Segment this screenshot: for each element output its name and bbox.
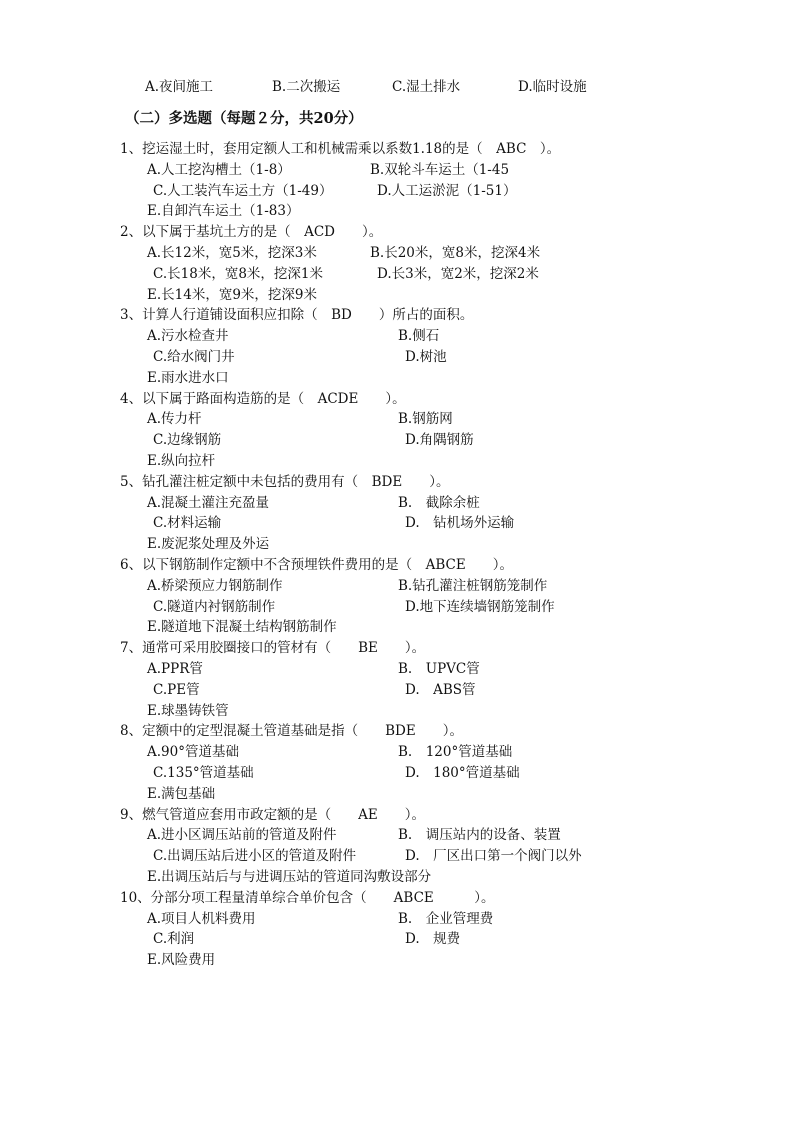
question-2-option-e: E.长14米，宽9米，挖深9米 xyxy=(147,286,318,303)
question-4-option-b: B.钢筋网 xyxy=(398,411,453,428)
question-6-option-d: D.地下连续墙钢筋笼制作 xyxy=(405,598,555,615)
top-option-c: C.湿土排水 xyxy=(392,79,461,95)
question-5-option-c: C.材料运输 xyxy=(153,515,222,532)
question-2-option-d: D.长3米，宽2米，挖深2米 xyxy=(377,265,539,282)
question-5-option-e: E.废泥浆处理及外运 xyxy=(147,536,270,553)
question-7-option-e: E.球墨铸铁管 xyxy=(147,702,229,719)
question-1-option-c: C.人工装汽车运土方（1-49） xyxy=(153,182,333,199)
question-3-option-b: B.侧石 xyxy=(398,328,440,345)
question-10-option-d: D. 规费 xyxy=(405,931,461,948)
question-2-option-b: B.长20米，宽8米，挖深4米 xyxy=(370,245,541,261)
question-10-option-b: B. 企业管理费 xyxy=(398,910,494,927)
question-7-option-a: A.PPR管 xyxy=(147,661,203,677)
question-6-option-a: A.桥梁预应力钢筋制作 xyxy=(147,577,283,594)
top-option-b: B.二次搬运 xyxy=(272,79,341,95)
question-1-option-d: D.人工运淤泥（1-51） xyxy=(377,182,517,199)
question-3-option-e: E.雨水进水口 xyxy=(147,369,229,386)
question-6-stem: 6、以下钢筋制作定额中不含预埋铁件费用的是（ ABCE ）。 xyxy=(120,557,513,573)
question-1-stem: 1、挖运湿土时，套用定额人工和机械需乘以系数1.18的是（ ABC ）。 xyxy=(120,141,561,157)
question-8-option-e: E.满包基础 xyxy=(147,785,216,802)
question-4-option-d: D.角隅钢筋 xyxy=(405,432,474,449)
section-title: （二）多选题（每题２分，共20分） xyxy=(125,110,363,127)
question-8-option-a: A.90°管道基础 xyxy=(147,744,239,761)
question-8-option-d: D. 180°管道基础 xyxy=(405,765,520,781)
question-6-option-b: B.钻孔灌注桩钢筋笼制作 xyxy=(398,577,548,594)
question-9-option-b: B. 调压站内的设备、装置 xyxy=(398,827,561,844)
question-2-option-c: C.长18米，宽8米，挖深1米 xyxy=(153,265,323,282)
question-4-option-e: E.纵向拉杆 xyxy=(147,453,216,469)
question-6-option-e: E.隧道地下混凝土结构钢筋制作 xyxy=(147,619,337,636)
question-10-option-c: C.利润 xyxy=(153,931,195,948)
question-4-option-a: A.传力杆 xyxy=(147,411,202,428)
question-7-option-b: B. UPVC管 xyxy=(398,661,480,677)
question-8-option-c: C.135°管道基础 xyxy=(153,765,254,781)
question-1-option-b: B.双轮斗车运土（1-45 xyxy=(370,161,510,178)
question-1-option-a: A.人工挖沟槽土（1-8） xyxy=(147,161,291,178)
question-9-stem: 9、燃气管道应套用市政定额的是（ AE ）。 xyxy=(120,806,425,823)
question-8-option-b: B. 120°管道基础 xyxy=(398,744,513,761)
question-4-stem: 4、以下属于路面构造筋的是（ ACDE ）。 xyxy=(120,390,406,407)
question-4-option-c: C.边缘钢筋 xyxy=(153,432,222,449)
question-2-stem: 2、以下属于基坑土方的是（ ACD ）。 xyxy=(120,224,383,241)
question-8-stem: 8、定额中的定型混凝土管道基础是指（ BDE ）。 xyxy=(120,723,463,740)
top-option-d: D.临时设施 xyxy=(518,79,587,95)
question-10-option-e: E.风险费用 xyxy=(147,952,216,969)
question-10-option-a: A.项目人机料费用 xyxy=(147,910,256,927)
question-9-option-c: C.出调压站后进小区的管道及附件 xyxy=(153,848,357,865)
question-3-option-c: C.给水阀门井 xyxy=(153,349,235,365)
question-5-option-a: A.混凝土灌注充盈量 xyxy=(147,494,270,511)
question-7-option-c: C.PE管 xyxy=(153,681,200,698)
question-3-option-d: D.树池 xyxy=(405,349,447,365)
question-9-option-d: D. 厂区出口第一个阀门以外 xyxy=(405,848,582,865)
question-3-stem: 3、计算人行道铺设面积应扣除（ BD ）所占的面积。 xyxy=(120,307,474,324)
question-5-option-b: B. 截除余桩 xyxy=(398,494,480,511)
question-1-option-e: E.自卸汽车运土（1-83） xyxy=(147,203,300,220)
question-2-option-a: A.长12米，宽5米，挖深3米 xyxy=(147,245,317,261)
question-5-stem: 5、钻孔灌注桩定额中未包括的费用有（ BDE ）。 xyxy=(120,473,450,490)
question-7-stem: 7、通常可采用胶圈接口的管材有（ BE ）。 xyxy=(120,640,426,657)
question-5-option-d: D. 钻机场外运输 xyxy=(405,515,515,532)
question-6-option-c: C.隧道内衬钢筋制作 xyxy=(153,598,276,615)
question-9-option-a: A.进小区调压站前的管道及附件 xyxy=(147,827,337,844)
top-option-a: A.夜间施工 xyxy=(145,79,214,95)
question-10-stem: 10、分部分项工程量清单综合单价包含（ ABCE ）。 xyxy=(120,889,495,906)
question-7-option-d: D. ABS管 xyxy=(405,681,476,698)
question-3-option-a: A.污水检查井 xyxy=(147,328,229,345)
question-9-option-e: E.出调压站后与与进调压站的管道同沟敷设部分 xyxy=(147,869,432,885)
